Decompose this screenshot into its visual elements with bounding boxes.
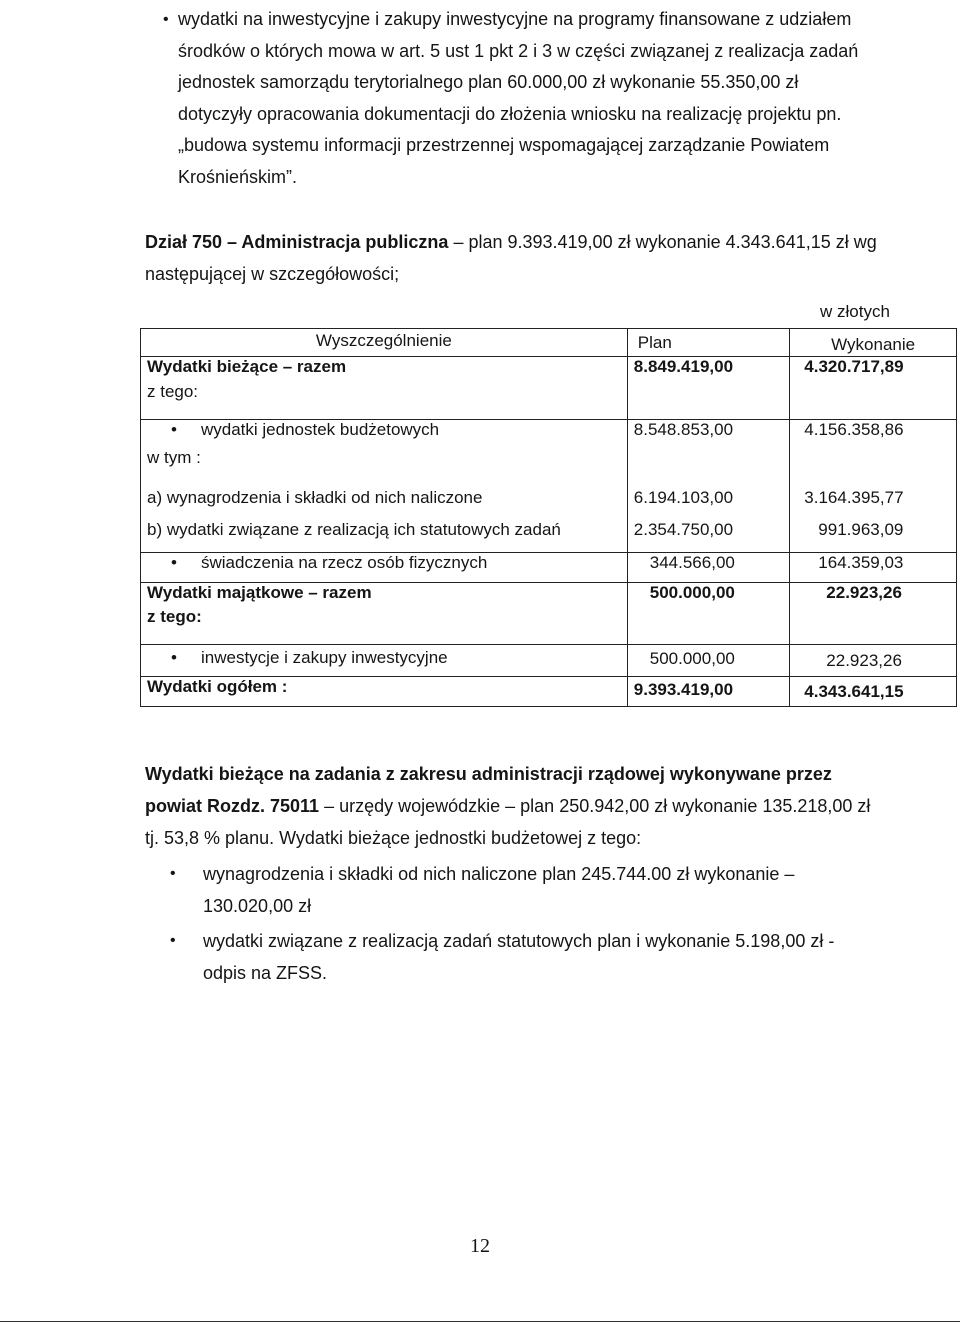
table-row <box>141 382 957 420</box>
row-desc: a) wynagrodzenia i składki od nich naliczone <box>141 488 628 520</box>
paragraph-line: Wydatki bieżące na zadania z zakresu administracji rządowej wykonywane przez <box>145 764 832 784</box>
expenditure-table <box>140 328 957 707</box>
list-item: • wynagrodzenia i składki od nich naliczone plan 245.744.00 zł wykonanie – 130.020,00 zł <box>203 858 933 922</box>
intro-line: dotyczyły opracowania dokumentacji do złożenia wniosku na realizację projektu pn. <box>178 103 842 124</box>
bullet-icon: • <box>163 11 169 28</box>
page-number: 12 <box>470 1235 490 1257</box>
row-exec: 4.156.358,86 <box>790 420 957 448</box>
body-paragraph <box>145 758 935 854</box>
intro-line: „budowa systemu informacji przestrzennej wspomagającej zarządzanie Powiatem <box>178 135 830 155</box>
bullet-icon: • <box>170 865 176 882</box>
row-exec: 991.963,09 <box>790 520 957 553</box>
table-row <box>141 553 957 583</box>
header-exec: Wykonanie <box>790 329 957 357</box>
row-desc: Wydatki bieżące – razem <box>141 357 628 382</box>
row-desc: Wydatki ogółem : <box>141 677 628 707</box>
table-row <box>141 645 957 677</box>
row-exec: 4.320.717,89 <box>790 357 957 382</box>
row-plan: 344.566,00 <box>627 553 790 583</box>
row-plan: 500.000,00 <box>627 645 790 677</box>
row-desc: Wydatki majątkowe – razem <box>141 583 628 607</box>
row-desc: b) wydatki związane z realizacją ich statutowych zadań <box>141 520 628 553</box>
intro-line: jednostek samorządu terytorialnego plan 60.000,00 zł wykonanie 55.350,00 zł <box>178 72 799 92</box>
row-plan: 8.548.853,00 <box>627 420 790 448</box>
table-row <box>141 607 957 645</box>
row-desc: • świadczenia na rzecz osób fizycznych <box>141 553 628 583</box>
row-plan: 8.849.419,00 <box>627 357 790 382</box>
table-row <box>141 520 957 553</box>
list-item: • wydatki związane z realizacją zadań statutowych plan i wykonanie 5.198,00 zł - odpis na ZFSS. <box>203 925 933 989</box>
table-header-row <box>141 329 957 357</box>
row-exec: 4.343.641,15 <box>790 677 957 707</box>
row-note: z tego: <box>141 382 628 420</box>
row-exec: 3.164.395,77 <box>790 488 957 520</box>
row-exec: 22.923,26 <box>790 583 957 607</box>
bullet-icon: • <box>170 932 176 949</box>
header-desc: Wyszczególnienie <box>141 329 628 357</box>
intro-line: środków o których mowa w art. 5 ust 1 pkt 2 i 3 w części związanej z realizacja zadań <box>178 40 859 61</box>
row-note: w tym : <box>141 448 628 488</box>
table-row <box>141 420 957 448</box>
header-plan: Plan <box>627 329 790 357</box>
intro-bullet-paragraph <box>163 4 938 193</box>
table-row <box>141 448 957 488</box>
section-plan-summary: – plan 9.393.419,00 zł wykonanie 4.343.641,15 zł wg <box>448 232 877 252</box>
row-exec: 164.359,03 <box>790 553 957 583</box>
row-plan: 6.194.103,00 <box>627 488 790 520</box>
row-plan: 500.000,00 <box>627 583 790 607</box>
unit-label: w złotych <box>820 302 890 321</box>
section-heading-line <box>145 227 935 259</box>
paragraph-line: tj. 53,8 % planu. Wydatki bieżące jednostki budżetowej z tego: <box>145 828 642 848</box>
intro-line: Krośnieńskim”. <box>178 166 298 187</box>
table-row <box>141 488 957 520</box>
footer-rule <box>0 1321 960 1322</box>
bullet-icon: • <box>171 553 177 572</box>
row-exec: 22.923,26 <box>790 645 957 677</box>
section-title: Dział 750 – Administracja publiczna <box>145 232 449 252</box>
table-row <box>141 583 957 607</box>
section-subline: następującej w szczegółowości; <box>145 263 400 284</box>
row-note: z tego: <box>141 607 628 645</box>
row-plan: 9.393.419,00 <box>627 677 790 707</box>
table-row <box>141 357 957 382</box>
row-desc: • wydatki jednostek budżetowych <box>141 420 628 448</box>
bullet-icon: • <box>171 648 177 667</box>
paragraph-line: powiat Rozdz. 75011 – urzędy wojewódzkie – plan 250.942,00 zł wykonanie 135.218,00 zł <box>145 796 871 816</box>
row-desc: • inwestycje i zakupy inwestycyjne <box>141 645 628 677</box>
table-row <box>141 677 957 707</box>
section-heading <box>145 227 935 290</box>
intro-line: wydatki na inwestycyjne i zakupy inwestycyjne na programy finansowane z udziałem <box>178 9 852 29</box>
bullet-icon: • <box>171 420 177 439</box>
row-plan: 2.354.750,00 <box>627 520 790 553</box>
